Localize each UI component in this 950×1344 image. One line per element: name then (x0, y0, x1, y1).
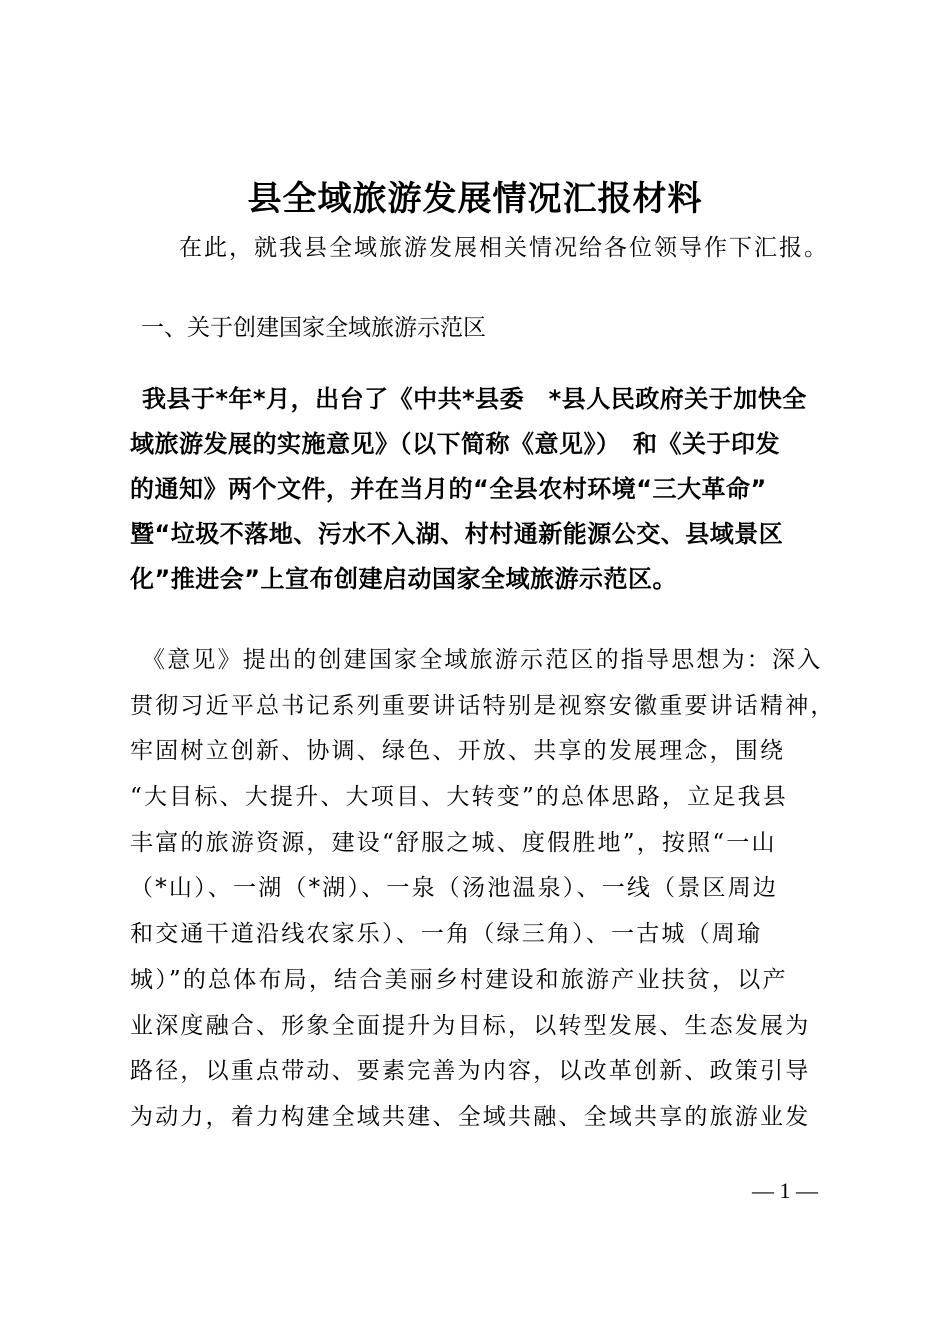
paragraph-line: 业深度融合、形象全面提升为目标，以转型发展、生态发展为 (130, 1012, 811, 1039)
paragraph-line: 为动力，着力构建全域共建、全域共融、全域共享的旅游业发 (130, 1103, 811, 1130)
paragraph-line: 的通知》两个文件，并在当月的“全县农村环境“三大革命” (130, 475, 767, 503)
paragraph-line: 域旅游发展的实施意见》（以下简称《意见》） 和《关于印发 (130, 430, 780, 458)
section-heading: 一、关于创建国家全域旅游示范区 (141, 315, 486, 341)
paragraph-line: 《意见》提出的创建国家全域旅游示范区的指导思想为：深入 (142, 647, 823, 673)
paragraph-guiding-ideology (130, 638, 836, 1141)
page-number: — 1 — (752, 1178, 818, 1203)
paragraph-line: “大目标、大提升、大项目、大转变”的总体思路，立足我县 (130, 784, 788, 811)
paragraph-line: 丰富的旅游资源，建设“舒服之城、度假胜地”，按照“一山 (130, 829, 777, 856)
paragraph-line: 和交通干道沿线农家乐）、一角（绿三角）、一古城（周瑜 (130, 921, 763, 948)
paragraph-line: 城）”的总体布局，结合美丽乡村建设和旅游产业扶贫，以产 (130, 966, 788, 993)
paragraph-line: 牢固树立创新、协调、绿色、开放、共享的发展理念，围绕 (130, 738, 786, 765)
paragraph-line: 化”推进会”上宣布创建启动国家全域旅游示范区。 (130, 565, 678, 593)
paragraph-line: 贯彻习近平总书记系列重要讲话特别是视察安徽重要讲话精神， (130, 692, 836, 719)
paragraph-line: 路径，以重点带动、要素完善为内容，以改革创新、政策引导 (130, 1058, 811, 1085)
intro-paragraph: 在此，就我县全域旅游发展相关情况给各位领导作下汇报。 (179, 235, 829, 261)
paragraph-establishment (130, 377, 830, 602)
paragraph-line: 我县于*年*月，出台了《中共*县委 *县人民政府关于加快全 (142, 385, 807, 413)
paragraph-line: （*山）、一湖（*湖）、一泉（汤池温泉）、一线（景区周边 (130, 875, 779, 902)
paragraph-line: 暨“垃圾不落地、污水不入湖、村村通新能源公交、县域景区 (130, 520, 784, 548)
document-title: 县全域旅游发展情况汇报材料 (247, 179, 703, 219)
